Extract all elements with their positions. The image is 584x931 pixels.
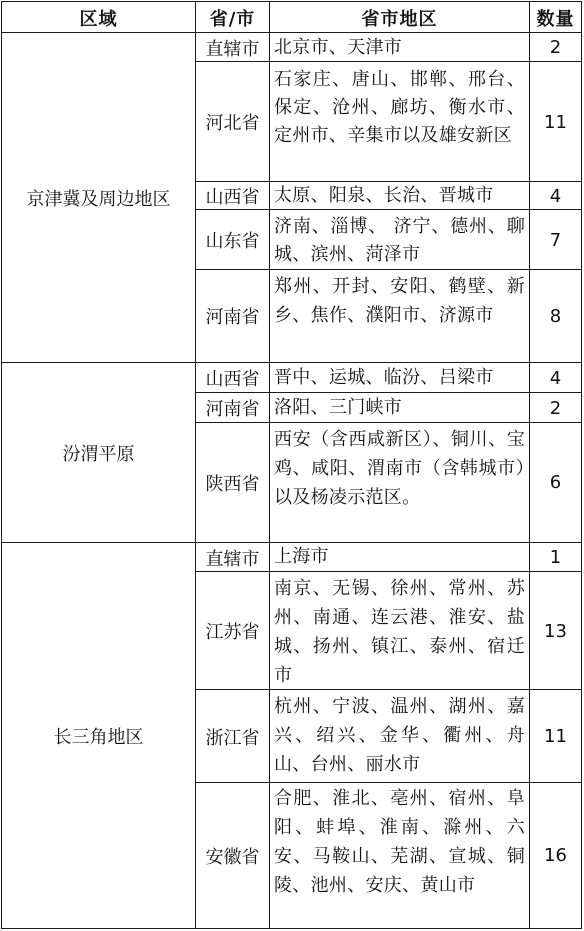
cities-cell: 太原、阳泉、长治、晋城市 bbox=[270, 182, 530, 210]
count-cell: 6 bbox=[549, 472, 562, 493]
province-cell: 河北省 bbox=[196, 62, 270, 182]
table-row bbox=[2, 270, 581, 362]
table-row bbox=[2, 210, 581, 270]
cities-cell: 西安（含西咸新区）、铜川、宝鸡、咸阳、渭南市（含韩城市）以及杨凌示范区。 bbox=[270, 423, 530, 542]
header-region: 区域 bbox=[2, 2, 196, 33]
header-count: 数量 bbox=[536, 8, 575, 30]
cities-cell: 石家庄、唐山、邯郸、邢台、保定、沧州、廊坊、衡水市、定州市、辛集市以及雄安新区 bbox=[270, 62, 530, 182]
region-name: 长三角地区 bbox=[2, 543, 196, 928]
table-row bbox=[2, 393, 581, 423]
header-cities: 省市地区 bbox=[270, 2, 530, 33]
province-cell: 河南省 bbox=[196, 393, 270, 423]
cities-cell: 合肥、淮北、亳州、宿州、阜阳、蚌埠、淮南、滁州、六安、马鞍山、芜湖、宣城、铜陵、池州、安庆、黄山市 bbox=[270, 783, 530, 928]
table-row bbox=[2, 33, 581, 62]
cities-cell: 上海市 bbox=[270, 543, 530, 572]
cities-cell: 杭州、宁波、温州、湖州、嘉兴、绍兴、金华、衢州、舟山、台州、丽水市 bbox=[270, 690, 530, 783]
table-row bbox=[2, 182, 581, 210]
cities-cell: 晋中、运城、临汾、吕梁市 bbox=[270, 363, 530, 393]
cities-cell: 济南、淄博、 济宁、德州、聊城、滨州、菏泽市 bbox=[270, 210, 530, 270]
region-city-table bbox=[1, 1, 582, 929]
region-name: 汾渭平原 bbox=[2, 363, 196, 542]
table-header-row bbox=[2, 2, 581, 33]
table-row bbox=[2, 783, 581, 928]
count-cell: 7 bbox=[549, 229, 562, 251]
table-row bbox=[2, 690, 581, 783]
table-row bbox=[2, 363, 581, 393]
province-cell: 山东省 bbox=[196, 210, 270, 270]
cities-cell: 洛阳、三门峡市 bbox=[270, 393, 530, 423]
province-cell: 陕西省 bbox=[196, 423, 270, 542]
cities-cell: 北京市、天津市 bbox=[270, 33, 530, 62]
count-cell: 1 bbox=[549, 547, 562, 568]
count-cell: 4 bbox=[549, 367, 562, 389]
table-row bbox=[2, 572, 581, 690]
province-cell: 山西省 bbox=[196, 363, 270, 393]
province-cell: 直辖市 bbox=[196, 33, 270, 62]
cities-cell: 郑州、开封、安阳、鹤壁、新乡、焦作、濮阳市、济源市 bbox=[270, 270, 530, 362]
header-province: 省/市 bbox=[196, 2, 270, 33]
count-cell: 8 bbox=[549, 305, 562, 327]
count-cell: 13 bbox=[544, 620, 567, 642]
count-cell: 11 bbox=[544, 726, 567, 747]
province-cell: 直辖市 bbox=[196, 543, 270, 572]
count-cell: 16 bbox=[544, 845, 567, 866]
province-cell: 浙江省 bbox=[196, 690, 270, 783]
region-name: 京津冀及周边地区 bbox=[2, 33, 196, 362]
cities-cell: 南京、无锡、徐州、常州、苏州、南通、连云港、淮安、盐城、扬州、镇江、泰州、宿迁市 bbox=[270, 572, 530, 690]
province-cell: 安徽省 bbox=[196, 783, 270, 928]
count-cell: 4 bbox=[549, 185, 562, 207]
province-cell: 江苏省 bbox=[196, 572, 270, 690]
count-cell: 2 bbox=[549, 37, 562, 58]
count-cell: 2 bbox=[549, 397, 562, 419]
table-row bbox=[2, 62, 581, 182]
table-row bbox=[2, 423, 581, 542]
province-cell: 河南省 bbox=[196, 270, 270, 362]
count-cell: 11 bbox=[544, 111, 567, 133]
province-cell: 山西省 bbox=[196, 182, 270, 210]
table-row bbox=[2, 543, 581, 572]
